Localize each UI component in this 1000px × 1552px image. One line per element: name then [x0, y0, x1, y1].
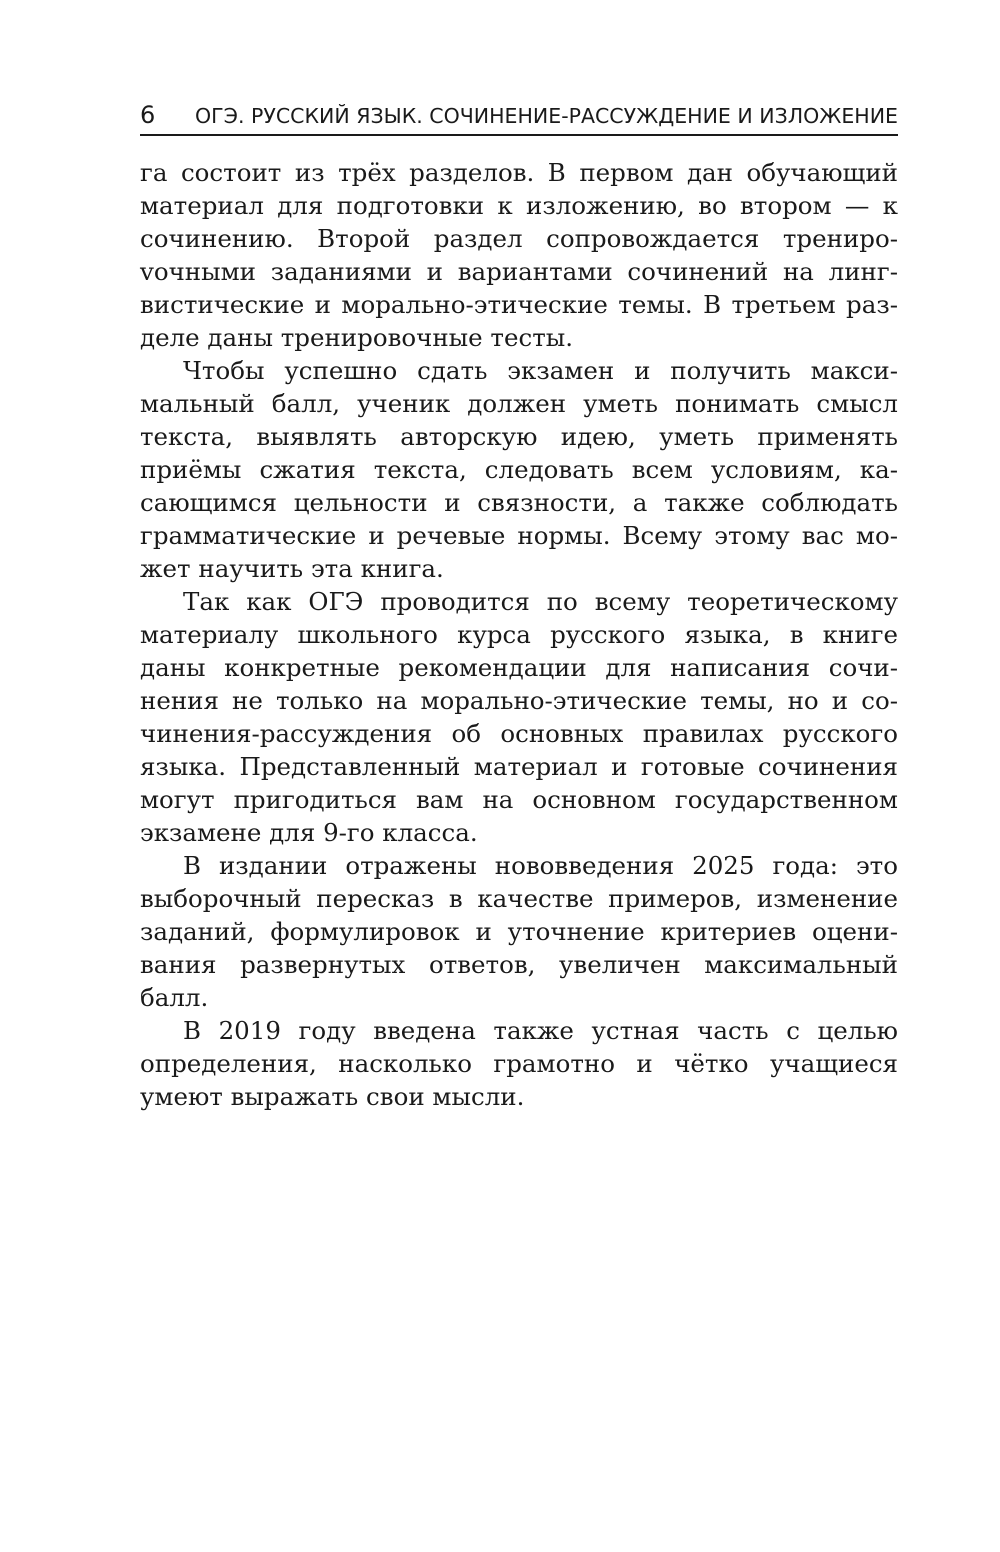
paragraph: В издании отражены нововведения 2025 года: это выборочный пересказ в качестве примеров, изменение заданий, формулировок и уточнение критериев оценивания развернутых ответов, увеличен максимальный балл. [140, 851, 898, 1012]
page-number: 6 [140, 101, 156, 129]
running-title: ОГЭ. РУССКИЙ ЯЗЫК. СОЧИНЕНИЕ-РАССУЖДЕНИЕ И ИЗЛОЖЕНИЕ [195, 104, 898, 128]
paragraph: Так как ОГЭ проводится по всему теоретическому материалу школьного курса русского языка, в книге даны конкретные рекомендации для написания сочинения не только на морально-этические темы, но и сочинения-рассуждения об основных правилах русского языка. Представленный материал и готовые сочинения могут пригодиться вам на основном государственном экзамене для 9-го класса. [140, 587, 898, 847]
body-text [140, 156, 898, 1113]
paragraph: га состоит из трёх разделов. В первом дан обучающий материал для подготовки к изложению, во втором — к сочинению. Второй раздел сопровождается тренироvочными заданиями и вариантами сочинений на лингвистические и морально-этические темы. В третьем разделе даны тренировочные тесты. [140, 158, 898, 352]
running-head [140, 98, 898, 136]
paragraph: В 2019 году введена также устная часть с целью определения, насколько грамотно и чётко учащиеся умеют выражать свои мысли. [140, 1016, 898, 1111]
paragraph: Чтобы успешно сдать экзамен и получить максимальный балл, ученик должен уметь понимать смысл текста, выявлять авторскую идею, уметь применять приёмы сжатия текста, следовать всем условиям, касающимся цельности и связности, а также соблюдать грамматические и речевые нормы. Всему этому вас может научить эта книга. [140, 356, 898, 583]
